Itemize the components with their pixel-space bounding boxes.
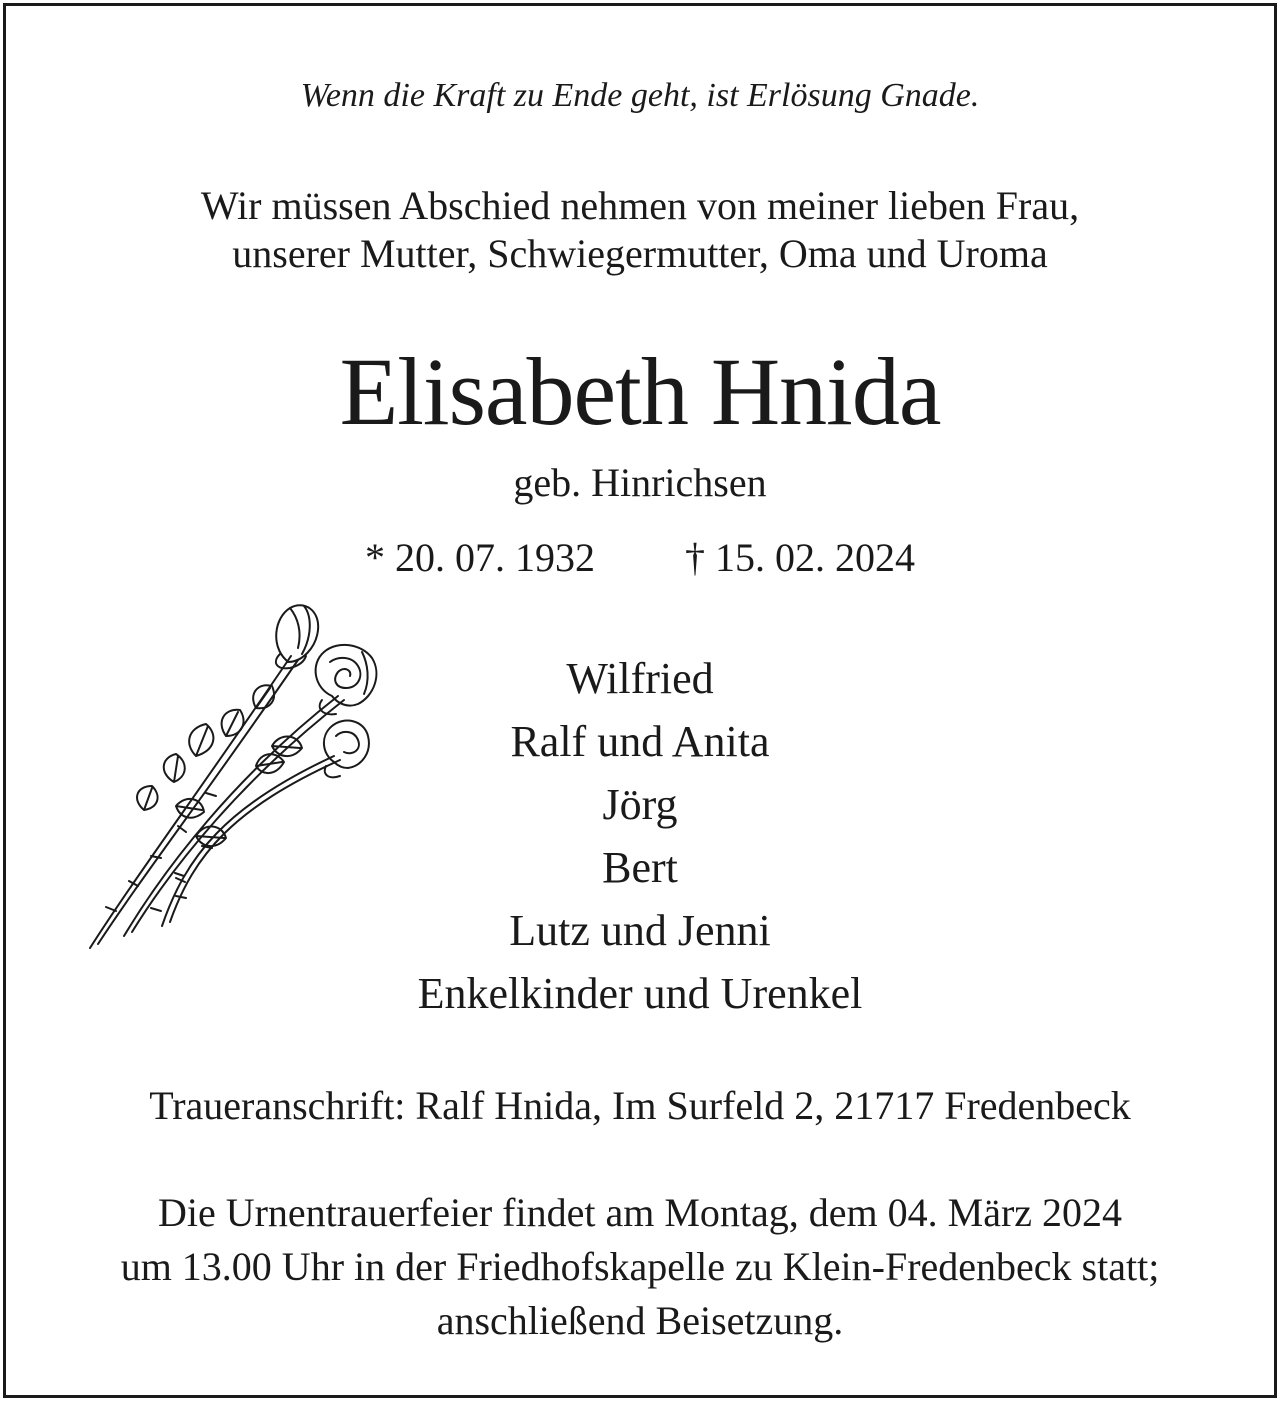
obituary-notice bbox=[3, 3, 1277, 1398]
intro-line: Wir müssen Abschied nehmen von meiner lieben Frau, bbox=[200, 183, 1080, 228]
mourner-name: Bert bbox=[602, 843, 678, 892]
deceased-name: Elisabeth Hnida bbox=[339, 338, 941, 445]
intro-text bbox=[6, 182, 1274, 278]
maiden-name: geb. Hinrichsen bbox=[513, 460, 767, 505]
motto: Wenn die Kraft zu Ende geht, ist Erlösung Gnade. bbox=[300, 77, 980, 114]
mourners-list bbox=[6, 647, 1274, 1025]
death-date: † 15. 02. 2024 bbox=[685, 535, 915, 580]
mourner-name: Jörg bbox=[602, 780, 678, 829]
mourner-name: Lutz und Jenni bbox=[509, 906, 771, 955]
ceremony-line: anschließend Beisetzung. bbox=[436, 1298, 844, 1343]
mourner-name: Wilfried bbox=[566, 654, 714, 703]
ceremony-details bbox=[6, 1186, 1274, 1348]
birth-date: * 20. 07. 1932 bbox=[365, 535, 595, 580]
mourning-address: Traueranschrift: Ralf Hnida, Im Surfeld 2, 21717 Fredenbeck bbox=[149, 1083, 1131, 1128]
mourner-name: Enkelkinder und Urenkel bbox=[417, 969, 863, 1018]
intro-line: unserer Mutter, Schwiegermutter, Oma und Uroma bbox=[232, 231, 1048, 276]
life-dates bbox=[6, 534, 1274, 582]
mourner-name: Ralf und Anita bbox=[510, 717, 770, 766]
ceremony-line: um 13.00 Uhr in der Friedhofskapelle zu Klein-Fredenbeck statt; bbox=[120, 1244, 1160, 1289]
ceremony-line: Die Urnentrauerfeier findet am Montag, dem 04. März 2024 bbox=[157, 1190, 1123, 1235]
